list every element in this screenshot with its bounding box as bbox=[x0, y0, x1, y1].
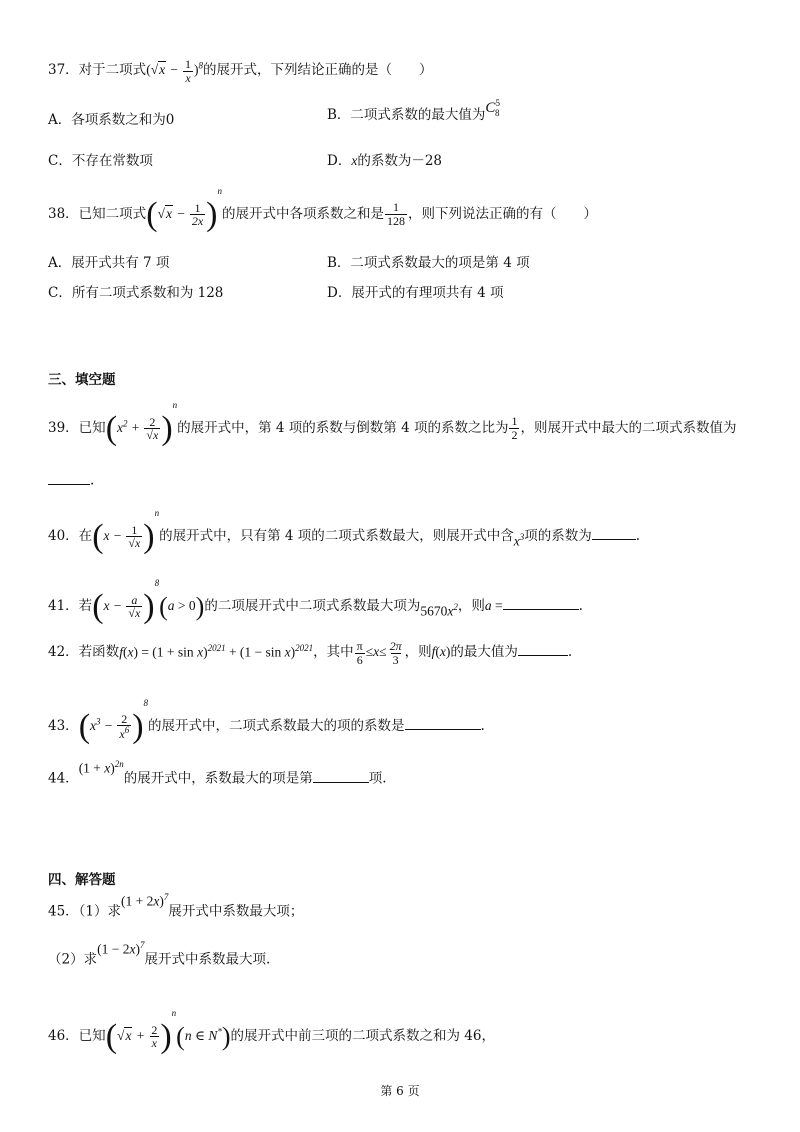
q39-expression: ($x^2$ + $\frac{2}{√x}$ )$^n$ bbox=[105, 400, 178, 447]
page-number: 第 6 页 bbox=[380, 1084, 420, 1098]
question-39: 39．已知($x^2$ + $\frac{2}{√x}$ )$^n$的展开式中，第 4 项的系数与倒数第 4 项的系数之比为 $\frac{1}{2}$ ，则展开式中最大的二项式系数值为 bbox=[48, 400, 737, 447]
section-solve: 四、解答题 bbox=[48, 872, 116, 888]
q39-answer-blank[interactable]: . bbox=[48, 470, 94, 489]
q44-expression: $(1 + x)^{2n}$ bbox=[78, 759, 124, 776]
question-38: 38．已知二项式(√x − $\frac{1}{2x}$ )$^n$的展开式中各项系数之和是 $\frac{1}{128}$ ，则下列说法正确的有（ ） bbox=[48, 186, 597, 233]
question-46: 46．已知(√x + $\frac{2}{x}$ )$^n$(n ∈ N*)的展开式中前三项的二项式系数之和为 46， bbox=[48, 1008, 495, 1055]
q37-option-a: A．各项系数之和为0 bbox=[48, 112, 175, 128]
question-42: 42．若函数$f(x) = (1 + \sin x)^{2021} + (1 - \sin x)^{2021}$，其中 $\frac{\pi}{6}$ ≤x≤ $\frac{2\pi}{3}$ ，则f(x)的最大值为 . bbox=[48, 639, 573, 667]
q37-option-c: C．不存在常数项 bbox=[48, 153, 153, 169]
question-43: 43．($x^3$ − $\frac{2}{x^6}$ )$^8$的展开式中，二项式系数最大的项的系数是 . bbox=[48, 698, 485, 745]
q38-option-d: D．展开式的有理项共有 4 项 bbox=[327, 285, 504, 301]
q44-answer-blank[interactable] bbox=[313, 768, 369, 783]
q38-option-b: B．二项式系数最大的项是第 4 项 bbox=[327, 255, 530, 271]
q42-function: $f(x) = (1 + \sin x)^{2021} + (1 - \sin x)^{2021}$ bbox=[119, 642, 314, 660]
q38-option-c: C．所有二项式系数和为 128 bbox=[48, 285, 224, 301]
q42-answer-blank[interactable] bbox=[518, 642, 568, 657]
q41-answer-blank[interactable] bbox=[503, 596, 579, 611]
q38-fraction: $\frac{1}{128}$ bbox=[386, 200, 405, 228]
question-40: 40．在(x − $\frac{1}{√x}$ )$^n$的展开式中，只有第 4 项的二项式系数最大，则展开式中含$x^3$项的系数为 . bbox=[48, 508, 641, 555]
q42-range: $\frac{\pi}{6}$ ≤x≤ $\frac{2\pi}{3}$ bbox=[356, 639, 402, 667]
q37-expression: (√x − $\frac{1}{x}$ )$^8$ bbox=[146, 57, 203, 85]
q46-expression: (√x + $\frac{2}{x}$ )$^n$(n ∈ N*) bbox=[105, 1008, 231, 1055]
question-44: 44．$(1 + x)^{2n}$的展开式中，系数最大的项是第 项. bbox=[48, 759, 387, 787]
q38-expression: (√x − $\frac{1}{2x}$ )$^n$ bbox=[146, 186, 222, 233]
q40-expression: (x − $\frac{1}{√x}$ )$^n$ bbox=[92, 508, 160, 555]
q37-option-d: D．x的系数为－28 bbox=[327, 153, 443, 169]
q43-expression: ($x^3$ − $\frac{2}{x^6}$ )$^8$ bbox=[78, 698, 149, 745]
q37-option-b: B．二项式系数的最大值为$C^5_8$ bbox=[327, 98, 500, 123]
q37-binomial-c85: $C^5_8$ bbox=[485, 98, 500, 118]
question-37: 37．对于二项式(√x − $\frac{1}{x}$ )$^8$的展开式，下列结论正确的是（ ） bbox=[48, 57, 433, 85]
question-45-part2: （2）求$(1 - 2x)^7$展开式中系数最大项. bbox=[48, 940, 271, 968]
question-45-part1: 45．（1）求$(1 + 2x)^7$展开式中系数最大项； bbox=[48, 892, 304, 920]
section-fill-in: 三、填空题 bbox=[48, 372, 116, 388]
q38-option-a: A．展开式共有 7 项 bbox=[48, 255, 170, 271]
q40-answer-blank[interactable] bbox=[592, 526, 636, 541]
question-41: 41．若(x − $\frac{a}{√x}$ )$^8$(a > 0)的二项展开式中二项式系数最大项为$5670x^2$，则a = . bbox=[48, 578, 583, 625]
q43-answer-blank[interactable] bbox=[405, 716, 481, 731]
q41-expression: (x − $\frac{a}{√x}$ )$^8$(a > 0) bbox=[92, 578, 205, 625]
